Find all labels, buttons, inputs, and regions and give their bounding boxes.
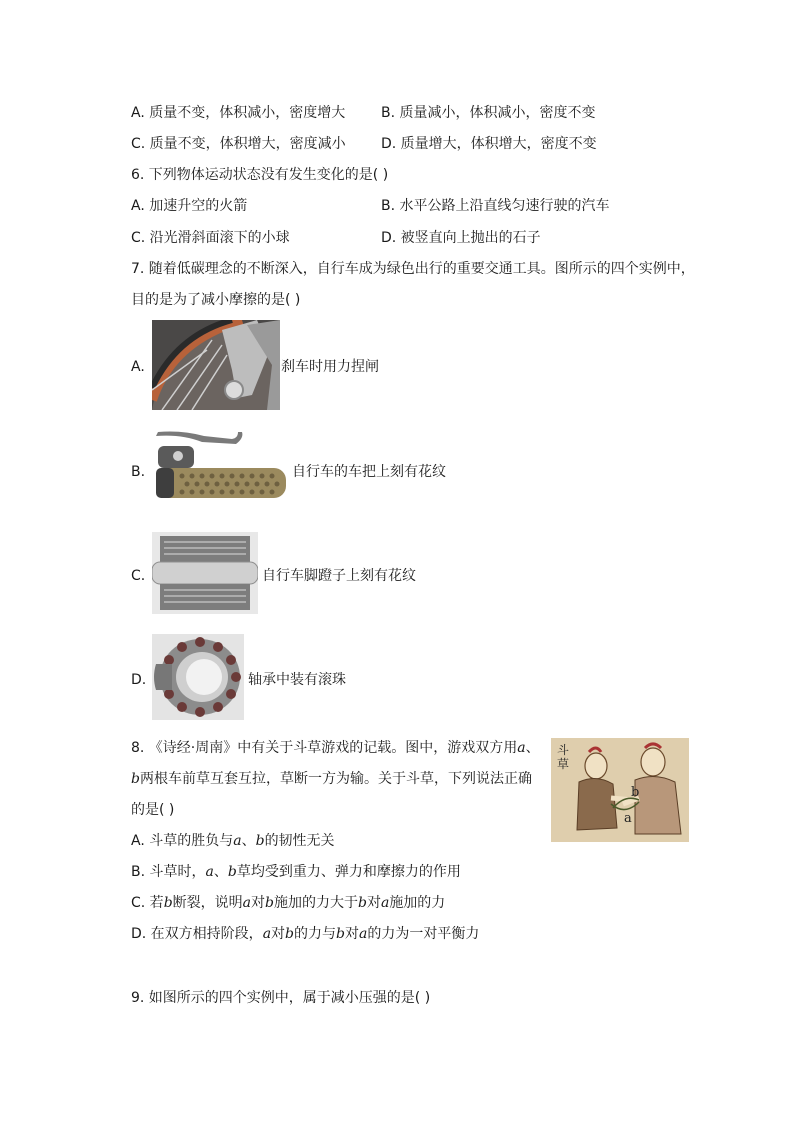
var-b: b: [285, 926, 295, 942]
var-a: a: [380, 895, 390, 911]
q8-option-a-text: A. 斗草的胜负与: [131, 833, 234, 849]
q7-option-a-text: 刹车时用力捏闸: [281, 359, 379, 375]
q7-option-c-text: 自行车脚蹬子上刻有花纹: [262, 568, 416, 584]
q8-option-a-sep: 、: [241, 833, 256, 849]
q7-option-c-label: C.: [131, 568, 146, 584]
q8-option-c-part5: 施加的力: [389, 895, 446, 911]
var-b: b: [227, 864, 237, 880]
q6-stem: 6. 下列物体运动状态没有发生变化的是( ): [131, 167, 389, 183]
q8-option-d-part3: 对: [344, 926, 359, 942]
var-a: a: [205, 864, 214, 880]
q8-option-d-part4: 的力为一对平衡力: [367, 926, 480, 942]
q8-stem-line2: [131, 769, 532, 789]
q6-option-a: A. 加速升空的火箭: [131, 198, 248, 214]
q7-stem-line2: 目的是为了减小摩擦的是( ): [131, 292, 301, 308]
var-b: b: [163, 895, 173, 911]
q5-option-d: D. 质量增大，体积增大，密度不变: [381, 136, 597, 152]
q5-option-b: B. 质量减小，体积减小，密度不变: [381, 105, 596, 121]
q8-option-c-part2: 对: [251, 895, 266, 911]
q9-stem: 9. 如图所示的四个实例中，属于减小压强的是( ): [131, 990, 431, 1006]
q8-option-c-part4: 对: [366, 895, 381, 911]
q8-option-b-sep: 、: [213, 864, 228, 880]
q8-stem-line3: 的是( ): [131, 802, 175, 818]
q7-option-b-label: B.: [131, 464, 146, 480]
var-a: a: [262, 926, 272, 942]
var-b: b: [131, 771, 140, 787]
fig-title-2: 草: [557, 757, 570, 771]
fig-title-1: 斗: [557, 743, 570, 757]
q8-stem-line2-text: 两根车前草互套互拉，草断一方为输。关于斗草，下列说法正确: [139, 771, 532, 787]
q8-option-a: [131, 831, 335, 851]
q8-option-b-text: B. 斗草时，: [131, 864, 206, 880]
q8-option-d: [131, 924, 479, 944]
var-a: a: [517, 740, 526, 756]
q8-option-d-text: D. 在双方相持阶段，: [131, 926, 263, 942]
q8-option-d-part2: 的力与: [294, 926, 337, 942]
q6-option-d: D. 被竖直向上抛出的石子: [381, 230, 541, 246]
q8-option-c-text: C. 若: [131, 895, 164, 911]
q5-option-c: C. 质量不变，体积增大，密度减小: [131, 136, 346, 152]
pedal-photo: [152, 532, 258, 614]
q8-option-a-tail: 的韧性无关: [264, 833, 335, 849]
handlebar-photo: [152, 430, 288, 506]
q8-stem-line1-sep: 、: [525, 740, 540, 756]
grass-fight-illustration: [551, 738, 689, 842]
q8-option-c: [131, 893, 445, 913]
q6-option-c: C. 沿光滑斜面滚下的小球: [131, 230, 290, 246]
bearing-photo: [152, 634, 244, 720]
var-b: b: [357, 895, 367, 911]
q6-option-b: B. 水平公路上沿直线匀速行驶的汽车: [381, 198, 610, 214]
q8-option-b: [131, 862, 461, 882]
q8-stem-line1: [131, 738, 540, 758]
var-a: a: [233, 833, 242, 849]
var-b: b: [336, 926, 345, 942]
q7-stem-line1: 7. 随着低碳理念的不断深入，自行车成为绿色出行的重要交通工具。图所示的四个实例中，: [131, 261, 695, 277]
var-a: a: [242, 895, 252, 911]
q8-stem-line1-text: 8. 《诗经·周南》中有关于斗草游戏的记载。图中，游戏双方用: [131, 740, 518, 756]
q8-option-d-part1: 对: [271, 926, 286, 942]
q5-option-a: A. 质量不变，体积减小，密度增大: [131, 105, 346, 121]
var-b: b: [265, 895, 274, 911]
q8-option-b-tail: 草均受到重力、弹力和摩擦力的作用: [236, 864, 461, 880]
fig-label-b: b: [631, 785, 640, 800]
q7-option-d-label: D.: [131, 672, 147, 688]
q7-option-b-text: 自行车的车把上刻有花纹: [292, 464, 446, 480]
q7-option-a-label: A.: [131, 359, 145, 375]
q8-option-c-part1: 断裂，说明: [172, 895, 243, 911]
var-a: a: [358, 926, 368, 942]
fig-label-a: a: [624, 811, 632, 826]
q8-option-c-part3: 施加的力大于: [273, 895, 358, 911]
q7-option-d-text: 轴承中装有滚珠: [248, 672, 346, 688]
var-b: b: [255, 833, 265, 849]
brake-photo: [152, 320, 280, 410]
